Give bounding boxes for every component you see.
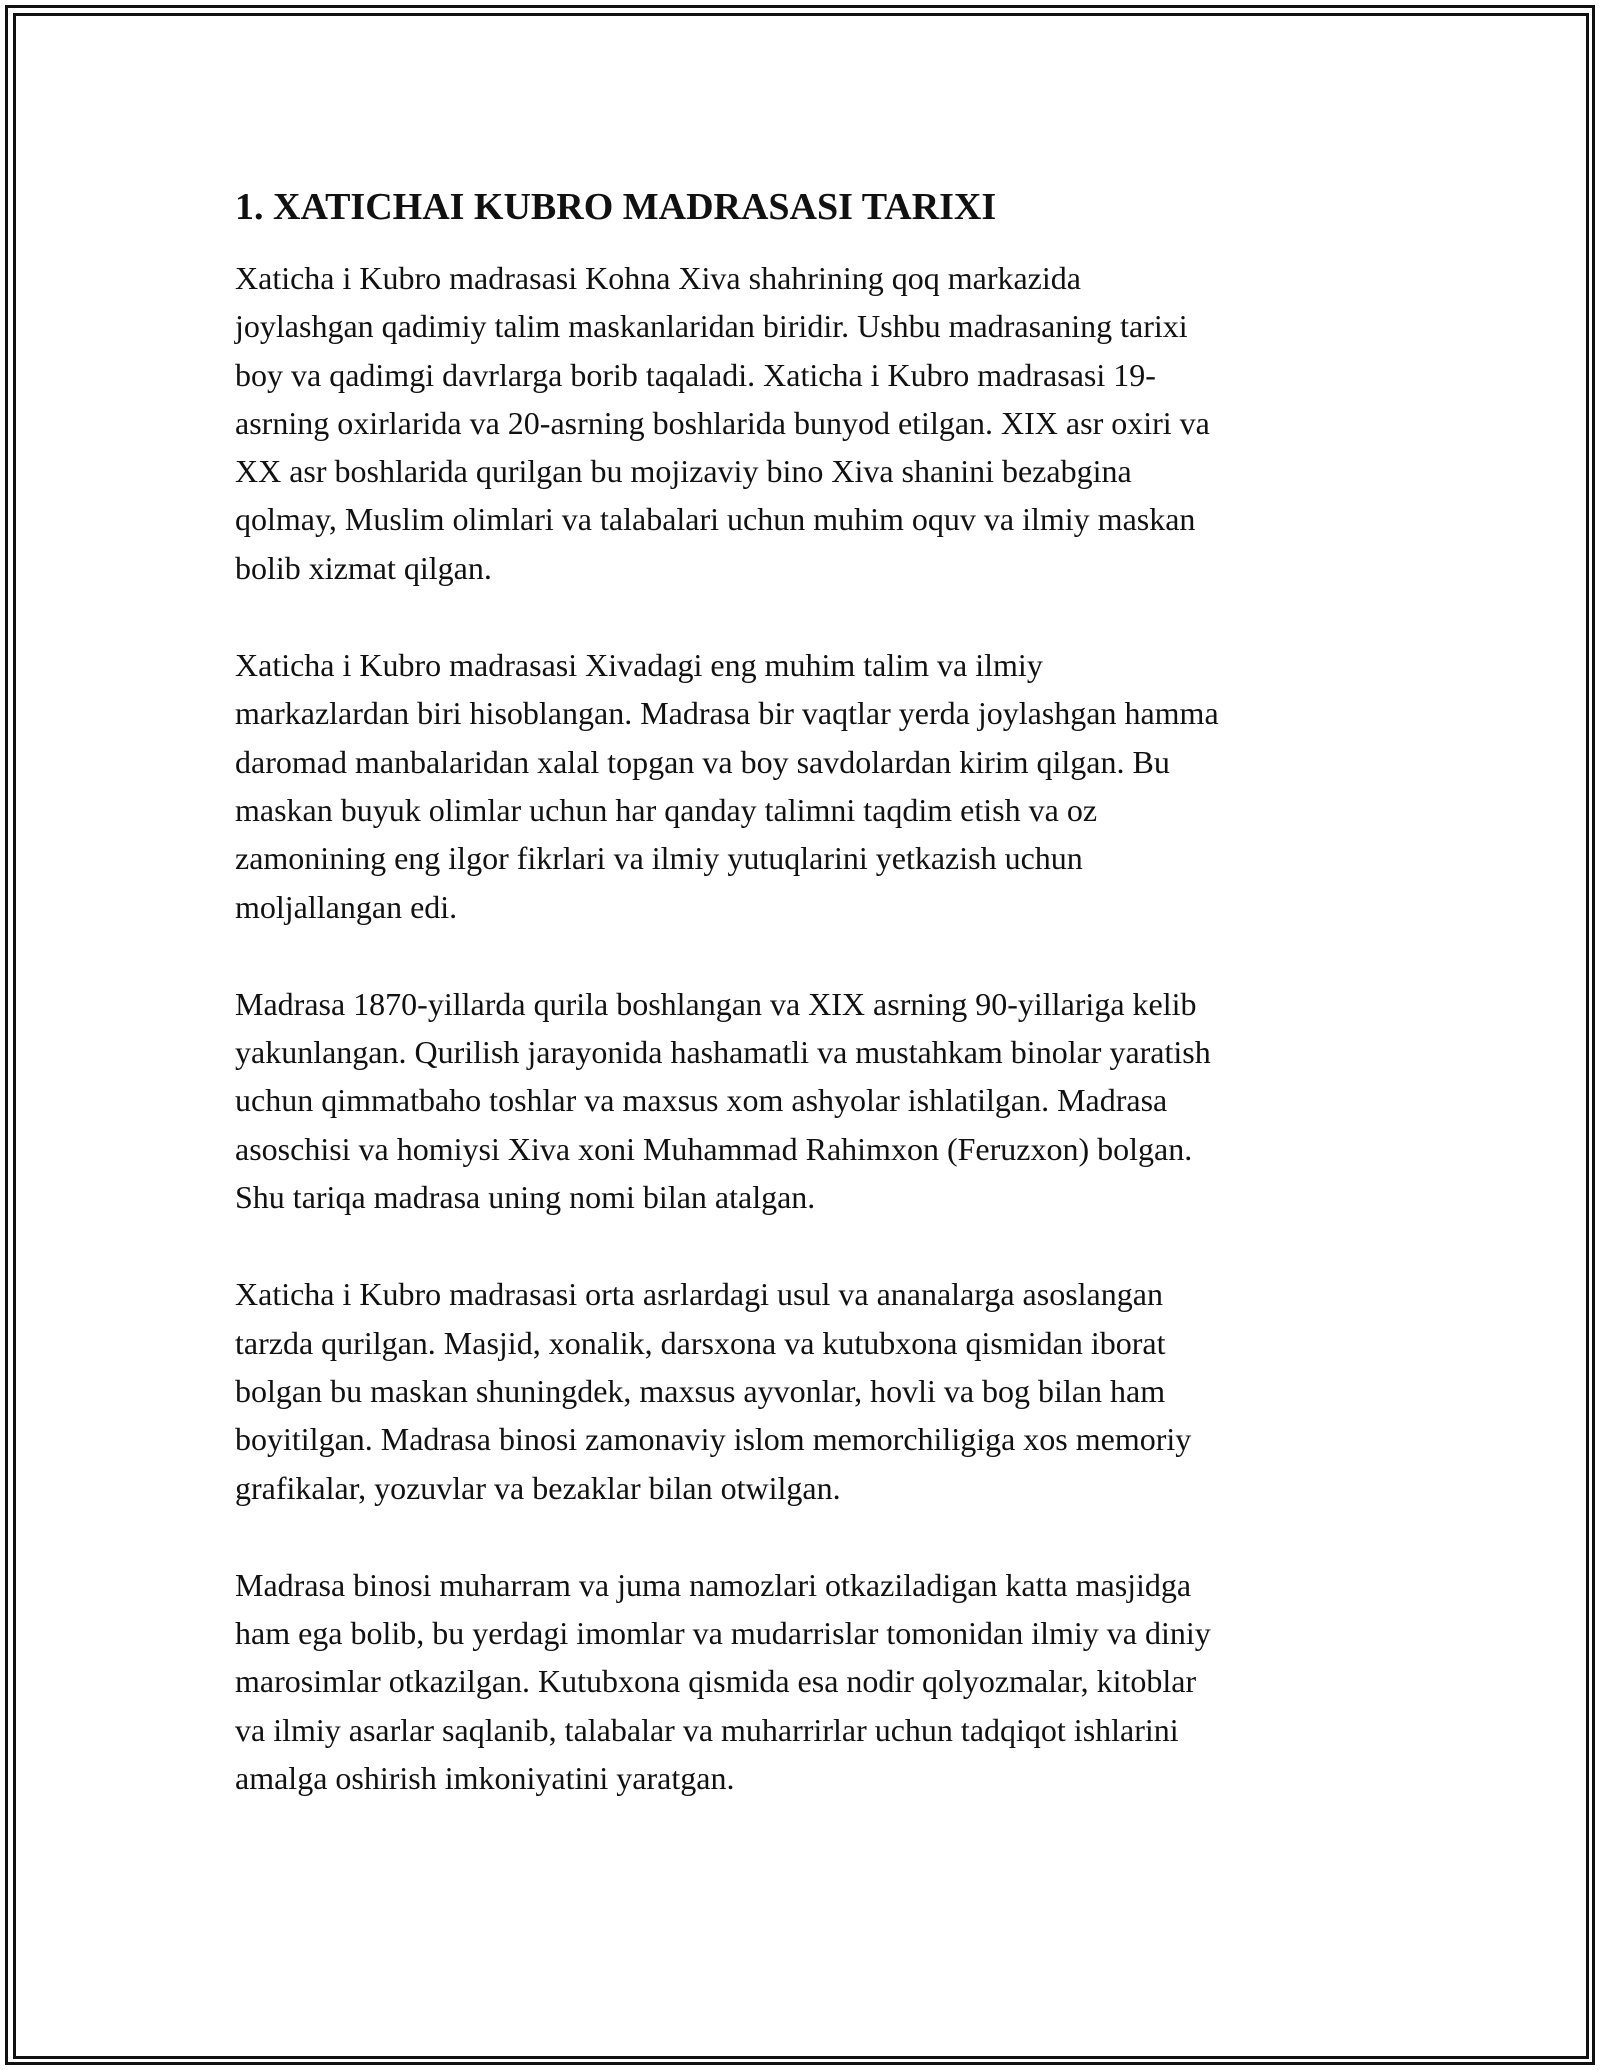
paragraph-5 (235, 1561, 1375, 1802)
paragraph-line: bolib xizmat qilgan. (235, 549, 492, 586)
paragraph-line: markazlardan biri hisoblangan. Madrasa bir vaqtlar yerda joylashgan hamma (235, 695, 1219, 732)
section-heading: 1. XATICHAI KUBRO MADRASASI TARIXI (235, 186, 997, 228)
paragraph-line: XX asr boshlarida qurilgan bu mojizaviy bino Xiva shanini bezabgina (235, 453, 1132, 490)
paragraph-line: joylashgan qadimiy talim maskanlaridan biridir. Ushbu madrasaning tarixi (235, 308, 1188, 345)
paragraph-line: daromad manbalaridan xalal topgan va boy savdolardan kirim qilgan. Bu (235, 743, 1170, 780)
paragraph-line: tarzda qurilgan. Masjid, xonalik, darsxona va kutubxona qismidan iborat (235, 1324, 1166, 1361)
paragraph-2 (235, 641, 1375, 931)
paragraph-line: boy va qadimgi davrlarga borib taqaladi. Xaticha i Kubro madrasasi 19- (235, 356, 1156, 393)
paragraph-line: Xaticha i Kubro madrasasi orta asrlardagi usul va ananalarga asoslangan (235, 1276, 1163, 1313)
paragraph-3 (235, 980, 1375, 1221)
paragraph-line: maskan buyuk olimlar uchun har qanday talimni taqdim etish va oz (235, 791, 1098, 828)
paragraph-1 (235, 254, 1375, 592)
paragraph-line: Xaticha i Kubro madrasasi Kohna Xiva shahrining qoq markazida (235, 260, 1081, 296)
paragraph-line: moljallangan edi. (235, 888, 458, 925)
paragraph-line: Xaticha i Kubro madrasasi Xivadagi eng muhim talim va ilmiy (235, 647, 1043, 684)
paragraph-4 (235, 1270, 1375, 1511)
paragraph-line: asoschisi va homiysi Xiva xoni Muhammad Rahimxon (Feruzxon) bolgan. (235, 1130, 1193, 1167)
paragraph-line: bolgan bu maskan shuningdek, maxsus ayvonlar, hovli va bog bilan ham (235, 1372, 1166, 1409)
paragraph-line: boyitilgan. Madrasa binosi zamonaviy islom memorchiligiga xos memoriy (235, 1421, 1192, 1458)
paragraph-line: uchun qimmatbaho toshlar va maxsus xom ashyolar ishlatilgan. Madrasa (235, 1082, 1168, 1119)
paragraph-line: qolmay, Muslim olimlari va talabalari uchun muhim oquv va ilmiy maskan (235, 501, 1196, 538)
paragraph-line: Shu tariqa madrasa uning nomi bilan atalgan. (235, 1179, 816, 1216)
paragraph-line: Madrasa 1870-yillarda qurila boshlangan va XIX asrning 90-yillariga kelib (235, 985, 1197, 1022)
paragraph-line: marosimlar otkazilgan. Kutubxona qismida esa nodir qolyozmalar, kitoblar (235, 1663, 1197, 1700)
paragraph-line: asrning oxirlarida va 20-asrning boshlarida bunyod etilgan. XIX asr oxiri va (235, 404, 1210, 441)
paragraph-line: yakunlangan. Qurilish jarayonida hashamatli va mustahkam binolar yaratish (235, 1034, 1211, 1071)
paragraph-line: ham ega bolib, bu yerdagi imomlar va mudarrislar tomonidan ilmiy va diniy (235, 1615, 1211, 1652)
paragraph-line: va ilmiy asarlar saqlanib, talabalar va muharrirlar uchun tadqiqot ishlarini (235, 1711, 1179, 1748)
paragraph-line: Madrasa binosi muharram va juma namozlari otkaziladigan katta masjidga (235, 1566, 1192, 1603)
paragraph-line: zamonining eng ilgor fikrlari va ilmiy yutuqlarini yetkazish uchun (235, 840, 1083, 877)
paragraph-line: amalga oshirish imkoniyatini yaratgan. (235, 1760, 735, 1797)
paragraph-line: grafikalar, yozuvlar va bezaklar bilan otwilgan. (235, 1469, 841, 1506)
document-body (235, 182, 1375, 1851)
